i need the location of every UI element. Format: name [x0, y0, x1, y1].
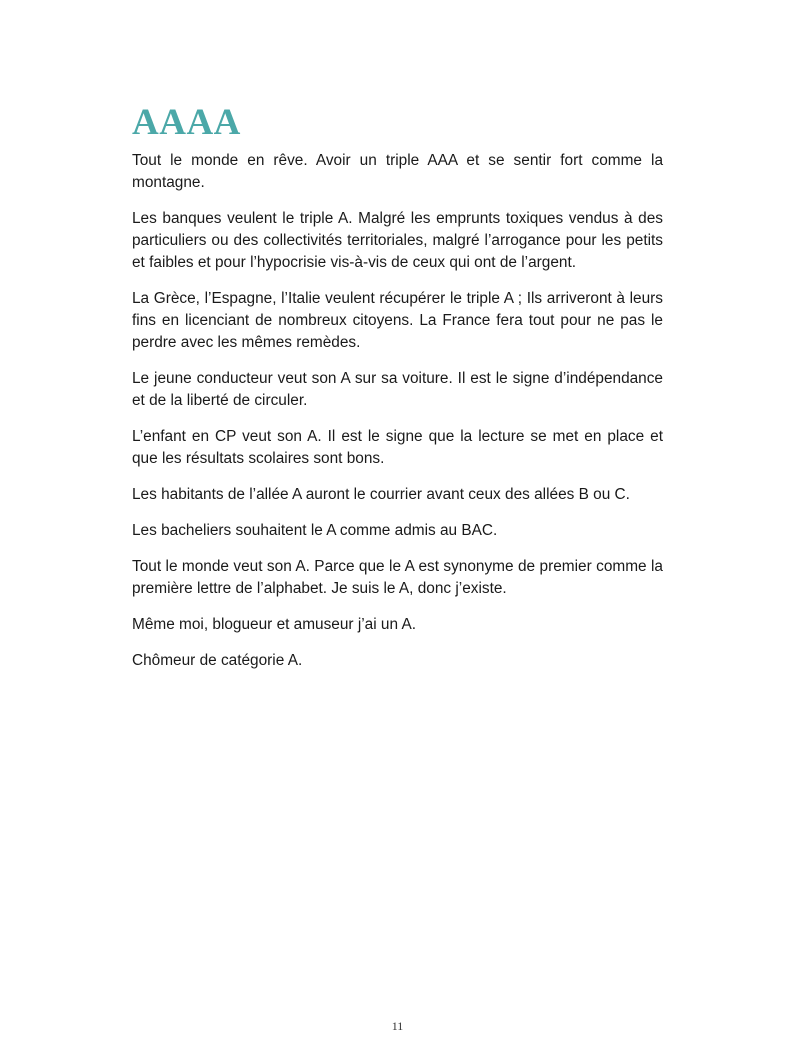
- paragraph: Les banques veulent le triple A. Malgré les emprunts toxiques vendus à des particuliers ou des collectivités territoriales, malgré l’arrogance pour les petits et faibles et pour l’hypocrisie vis-à-vis de ceux qui ont de l’argent.: [132, 210, 663, 271]
- paragraph: Le jeune conducteur veut son A sur sa voiture. Il est le signe d’indépendance et de la liberté de circuler.: [132, 370, 663, 409]
- paragraph: Tout le monde en rêve. Avoir un triple AAA et se sentir fort comme la montagne.: [132, 152, 663, 191]
- paragraph: Tout le monde veut son A. Parce que le A est synonyme de premier comme la première lettre de l’alphabet. Je suis le A, donc j’existe.: [132, 558, 663, 597]
- page-number: 11: [391, 1019, 404, 1033]
- paragraph: La Grèce, l’Espagne, l’Italie veulent récupérer le triple A ; Ils arriveront à leurs fins en licenciant de nombreux citoyens. La France fera tout pour ne pas le perdre avec les mêmes remèdes.: [132, 290, 663, 351]
- paragraph: Même moi, blogueur et amuseur j’ai un A.: [132, 616, 417, 633]
- page-title: AAAA: [132, 102, 241, 143]
- paragraph: Les habitants de l’allée A auront le courrier avant ceux des allées B ou C.: [132, 486, 630, 503]
- page-content: [132, 100, 663, 686]
- paragraph: Les bacheliers souhaitent le A comme admis au BAC.: [132, 522, 498, 539]
- paragraph: Chômeur de catégorie A.: [132, 652, 303, 669]
- paragraph: L’enfant en CP veut son A. Il est le signe que la lecture se met en place et que les résultats scolaires sont bons.: [132, 428, 663, 467]
